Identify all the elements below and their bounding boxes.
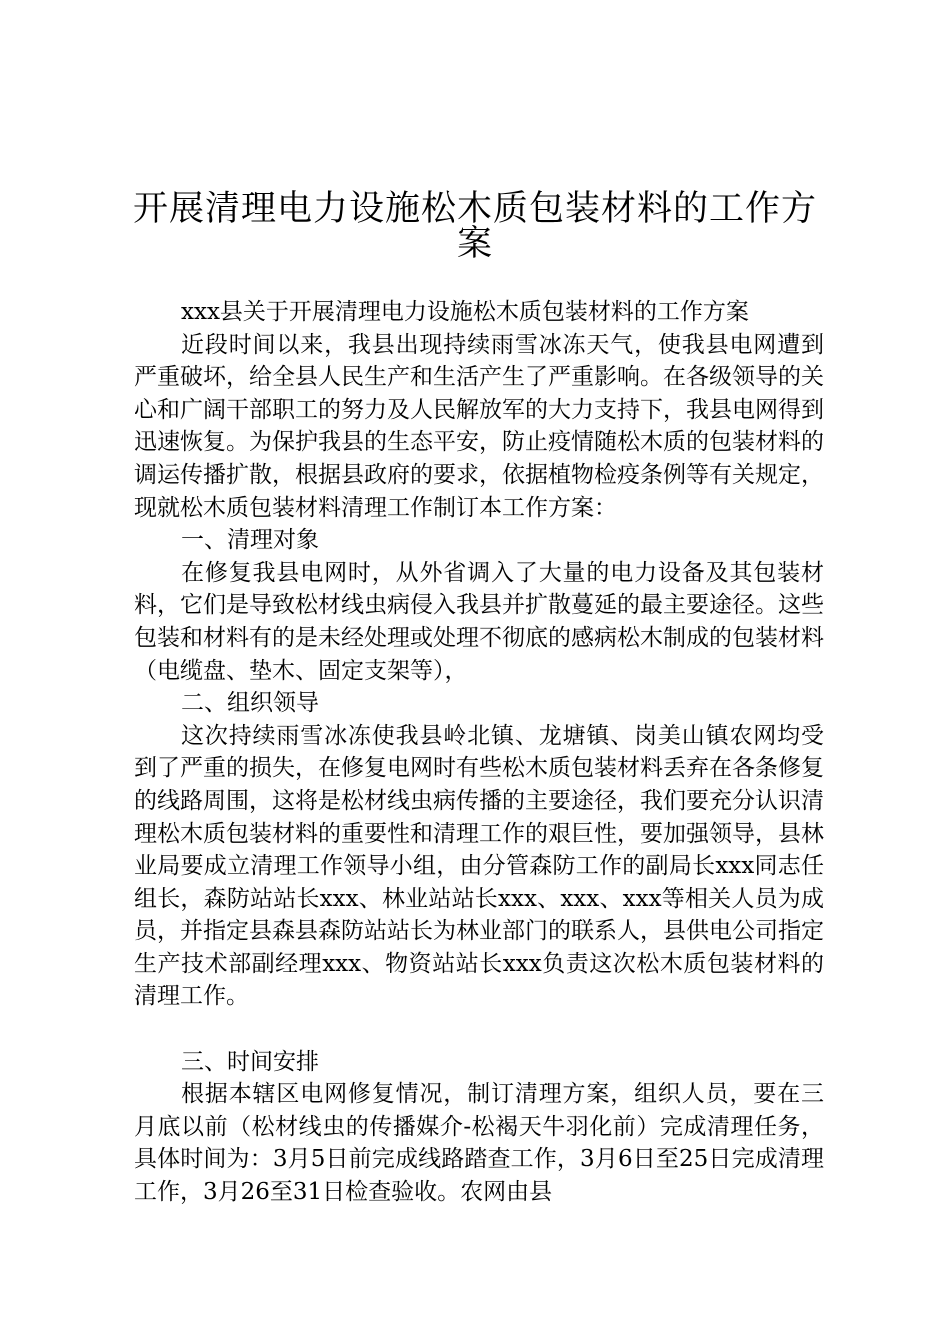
- document-body: [134, 296, 824, 1209]
- section-heading-3: 三、时间安排: [181, 1048, 319, 1075]
- paragraph-spacer: [134, 1013, 824, 1046]
- document-title-line-2: 案: [456, 224, 493, 264]
- section-heading-1: 一、清理对象: [181, 527, 319, 554]
- intro-paragraph: 近段时间以来，我县出现持续雨雪冰冻天气，使我县电网遭到严重破坏，给全县人民生产和生活产生了严重影响。在各级领导的关心和广阔干部职工的努力及人民解放军的大力支持下，我县电网得到迅速恢复。为保护我县的生态平安，防止疫情随松木质的包装材料的调运传播扩散，根据县政府的要求，依据植物检疫条例等有关规定，现就松木质包装材料清理工作制订本工作方案：: [134, 331, 824, 521]
- section-2-paragraph: 这次持续雨雪冰冻使我县岭北镇、龙塘镇、岗美山镇农网均受到了严重的损失，在修复电网时有些松木质包装材料丢弃在各条修复的线路周围，这将是松材线虫病传播的主要途径，我们要充分认识清理松木质包装材料的重要性和清理工作的艰巨性，要加强领导，县林业局要成立清理工作领导小组，由分管森防工作的副局长xxx同志任组长，森防站站长xxx、林业站站长xxx、xxx、xxx等相关人员为成员，并指定县森县森防站站长为林业部门的联系人，县供电公司指定生产技术部副经理xxx、物资站站长xxx负责这次松木质包装材料的清理工作。: [134, 722, 824, 1010]
- subtitle-paragraph: xxx县关于开展清理电力设施松木质包装材料的工作方案: [181, 299, 749, 325]
- document-title-line-1: 开展清理电力设施松木质包装材料的工作方: [132, 189, 817, 229]
- section-heading-2: 二、组织领导: [181, 690, 319, 717]
- section-1-paragraph: 在修复我县电网时，从外省调入了大量的电力设备及其包装材料，它们是导致松材线虫病侵入我县并扩散蔓延的最主要途径。这些包装和材料有的是未经处理或处理不彻底的感病松木制成的包装材料（电缆盘、垫木、固定支架等），: [134, 559, 824, 684]
- section-3-paragraph: 根据本辖区电网修复情况，制订清理方案，组织人员，要在三月底以前（松材线虫的传播媒介-松褐天牛羽化前）完成清理任务，具体时间为：3月5日前完成线路踏查工作，3月6日至25日完成清理工作，3月26至31日检查验收。农网由县: [134, 1081, 824, 1206]
